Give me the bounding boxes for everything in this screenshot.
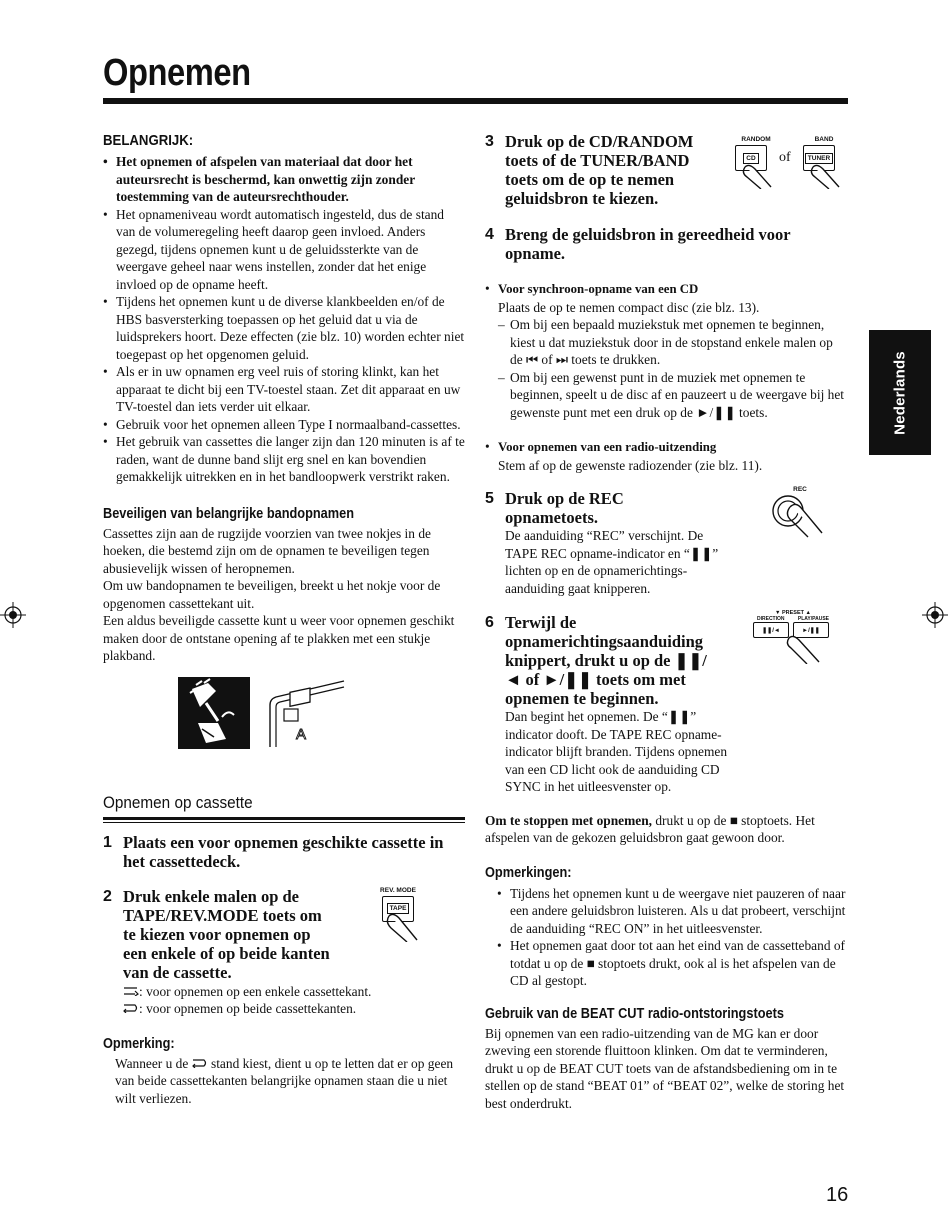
tuner-key-text: TUNER — [805, 153, 833, 164]
section-rule — [103, 817, 465, 820]
pause-back-key-text: ❚❚/◄ — [762, 627, 780, 634]
registration-mark-icon — [922, 602, 948, 628]
important-item: • Tijdens het opnemen kunt u de diverse klankbeelden en/of de HBS basversterking toepassen op het geluid dat u via de luidsprekers hoort. Deze effecten (zie blz. 10) worden echter niet toegepast op het opgenomen geluid. — [103, 293, 465, 363]
cd-key-text: CD — [743, 153, 758, 164]
both-sides-mode-icon — [123, 1003, 139, 1013]
radio-text: Stem af op de gewenste radiozender (zie blz. 11). — [498, 457, 763, 473]
step-title: Druk enkele malen op de TAPE/REV.MODE toets om te kiezen voor opnemen op een enkele of op beide kanten van de cassette. — [123, 886, 330, 982]
both-sides-text: : voor opnemen op beide cassettekanten. — [139, 1001, 357, 1016]
direction-label: DIRECTION — [757, 616, 785, 622]
page-number: 16 — [826, 1184, 849, 1206]
stop-text: drukt u op de ■ stoptoets. Het afspelen van de gekozen geluidsbron gaat gewoon door. — [485, 812, 815, 845]
playpause-label: PLAY/PAUSE — [797, 616, 829, 622]
protect-paragraph: Om uw bandopnamen te beveiligen, breekt u het nokje voor de opgenomen cassettekant uit. — [103, 578, 441, 611]
step-number: 3 — [485, 133, 494, 150]
protect-paragraph: Cassettes zijn aan de rugzijde voorzien van twee nokjes in de hoeken, die bestemd zijn om de opnamen te beveiligen tegen abusievelijk wissen of heropnemen. — [103, 525, 431, 576]
remark-item: • Tijdens het opnemen kunt u de weergave niet pauzeren of naar een andere geluidsbron luisteren. Als u dat probeert, verschijnt de aanduiding “REC ON” in het uitleesvenster. — [497, 885, 848, 938]
tape-key-text: TAPE — [387, 903, 410, 914]
remarks-list — [497, 885, 848, 990]
section-rule — [103, 822, 465, 823]
remarks-heading: Opmerkingen: — [485, 864, 572, 881]
finger-press-icon — [809, 163, 845, 189]
important-item: • Het opnemen of afspelen van materiaal dat door het auteursrecht is beschermd, kan onwettig zijn zonder toestemming van de auteursrechthouder. — [103, 153, 465, 206]
break-tab-illustration — [178, 677, 250, 749]
step-number: 4 — [485, 226, 494, 243]
finger-press-icon — [785, 634, 829, 664]
step-text: De aanduiding “REC” verschijnt. De TAPE REC opname-indicator en “❚❚” lichten op en de opnamerichtings-aanduiding gaat knipperen. — [505, 528, 719, 596]
step-4 — [485, 225, 848, 263]
step-title: Druk op de CD/RANDOM toets of de TUNER/BAND toets om de op te nemen geluidsbron te kiezen. — [505, 132, 694, 208]
step-title: Plaats een voor opnemen geschikte cassette in het cassettedeck. — [123, 832, 444, 871]
important-item: • Als er in uw opnamen erg veel ruis of storing klinkt, kan het apparaat te dicht bij een TV-toestel staan. Zet dit apparaat en uw TV-toestel dan iets verder uit elkaar. — [103, 363, 465, 416]
remark-item: • Het opnemen gaat door tot aan het eind van de cassetteband of totdat u op de ■ stoptoets drukt, ook al is het afspelen van de CD al gestopt. — [497, 937, 848, 990]
language-tab-label: Nederlands — [891, 350, 909, 435]
note-text-after: stand kiest, dient u op te letten dat er op geen van beide cassettekanten belangrijke opnamen staan die u niet wilt verliezen. — [115, 1055, 454, 1106]
note-text — [103, 1055, 465, 1108]
step-title: Druk op de REC opnametoets. — [505, 489, 624, 527]
title-rule — [103, 98, 848, 104]
step-number: 1 — [103, 833, 112, 851]
rec-key-figure — [770, 486, 830, 544]
important-item: • Het opnameniveau wordt automatisch ingesteld, dus de stand van de volumeregeling heeft daarop geen invloed. Anders gezegd, tijdens opnemen kunt u de geluidssterkte van de weergave geheel naar wens instellen, zonder dat het enige invloed op de opname heeft. — [103, 206, 465, 294]
tape-key-figure — [373, 887, 423, 947]
cassette-tab-figure — [103, 677, 465, 767]
step-title: Terwijl de opnamerichtingsaanduiding knippert, drukt u op de ❚❚/◄ of ►/❚❚ toets om met opnemen te beginnen. — [505, 613, 707, 708]
one-side-mode-icon — [123, 986, 139, 996]
protect-text — [103, 525, 465, 665]
cassette-section-heading: Opnemen op cassette — [103, 792, 253, 812]
beat-cut-heading: Gebruik van de BEAT CUT radio-ontstoringstoets — [485, 1005, 784, 1022]
step-number: 5 — [485, 490, 494, 507]
beat-cut-text: Bij opnemen van een radio-uitzending van de MG kan er door zweving een storende fluittoon klinken. Om dat te verminderen, drukt u op de BEAT CUT toets van de afstandsbediening om in te stellen op de stand “BEAT 01” of “BEAT 02”, welke de storing het best onderdrukt. — [485, 1025, 845, 1111]
step-2 — [103, 887, 465, 1018]
page-title: Opnemen — [103, 52, 251, 94]
radio-heading: Voor opnemen van een radio-uitzending — [498, 440, 717, 454]
stop-block — [485, 812, 848, 847]
cd-key-figure — [735, 136, 777, 194]
bullet-icon: • — [485, 439, 490, 454]
sync-block — [485, 280, 848, 421]
finger-press-icon — [741, 163, 777, 189]
band-label: BAND — [814, 136, 834, 143]
step-text: Dan begint het opnemen. De “❚❚” indicator dooft. De TAPE REC opname-indicator blijft branden. Tijdens opnemen van een CD licht ook de aanduiding CD SYNC in het uitleesvenster op. — [505, 709, 728, 794]
radio-block — [485, 438, 848, 474]
both-sides-option — [123, 1000, 465, 1018]
tuner-key-figure — [803, 136, 845, 194]
note-heading: Opmerking: — [103, 1035, 175, 1052]
sync-text: Plaats de op te nemen compact disc (zie blz. 13). — [498, 299, 760, 315]
protect-heading: Beveiligen van belangrijke bandopnamen — [103, 505, 355, 522]
rev-mode-label: REV. MODE — [380, 886, 416, 894]
rec-label: REC — [793, 486, 807, 493]
language-tab — [869, 330, 931, 455]
preset-label: ▼ PRESET ▲ — [775, 610, 811, 616]
step-1 — [103, 833, 465, 871]
important-heading: BELANGRIJK: — [103, 132, 194, 149]
left-column — [103, 132, 465, 1107]
important-list — [103, 153, 465, 486]
step-3 — [485, 132, 848, 208]
step-number: 2 — [103, 887, 112, 905]
bullet-icon: • — [485, 281, 490, 296]
protect-paragraph: Een aldus beveiligde cassette kunt u weer voor opnemen geschikt maken door de ontstane opening af te plakken met een stukje plakband. — [103, 613, 455, 663]
step-5 — [485, 486, 848, 597]
sync-heading: Voor synchroon-opname van een CD — [498, 282, 699, 296]
step-number: 6 — [485, 614, 494, 631]
sync-dash-item: – Om bij een bepaald muziekstuk met opnemen te beginnen, kiest u dat muziekstuk door in de stopstand enkele malen op de ⏮ of ⏭ toets te drukken. — [498, 316, 848, 369]
one-side-option — [123, 983, 465, 1001]
one-side-text: : voor opnemen op een enkele cassettekant. — [139, 983, 372, 999]
step-6 — [485, 610, 848, 796]
cassette-corner-illustration — [268, 677, 348, 749]
note-text-before: Wanneer u de — [115, 1055, 189, 1071]
pause-back-key — [753, 622, 789, 638]
right-column — [485, 132, 848, 1112]
registration-mark-icon — [0, 602, 26, 628]
finger-press-icon — [383, 912, 423, 942]
important-item: • Het gebruik van cassettes die langer zijn dan 120 minuten is af te raden, want de dunne band slijt erg snel en kan bovendien gemakkelijk uitrekken en in het bandloopwerk verstrikt raken. — [103, 433, 465, 486]
sync-dash-item: – Om bij een gewenst punt in de muziek met opnemen te beginnen, speelt u de disc af en pauzeert u de weergave bij het gewenste punt met een druk op de ►/❚❚ toets. — [498, 369, 848, 422]
side-a-letter: A — [296, 725, 307, 743]
stop-bold: Om te stoppen met opnemen, — [485, 812, 652, 828]
rec-key-icon — [770, 493, 830, 539]
step-title: Breng de geluidsbron in gereedheid voor opname. — [505, 225, 791, 263]
direction-keys-figure — [753, 610, 833, 669]
play-pause-key-text: ►/❚❚ — [802, 627, 820, 634]
or-text: of — [779, 150, 791, 165]
both-sides-mode-icon — [192, 1058, 208, 1068]
important-item: • Gebruik voor het opnemen alleen Type I normaalband-cassettes. — [103, 416, 465, 434]
random-label: RANDOM — [741, 136, 771, 143]
